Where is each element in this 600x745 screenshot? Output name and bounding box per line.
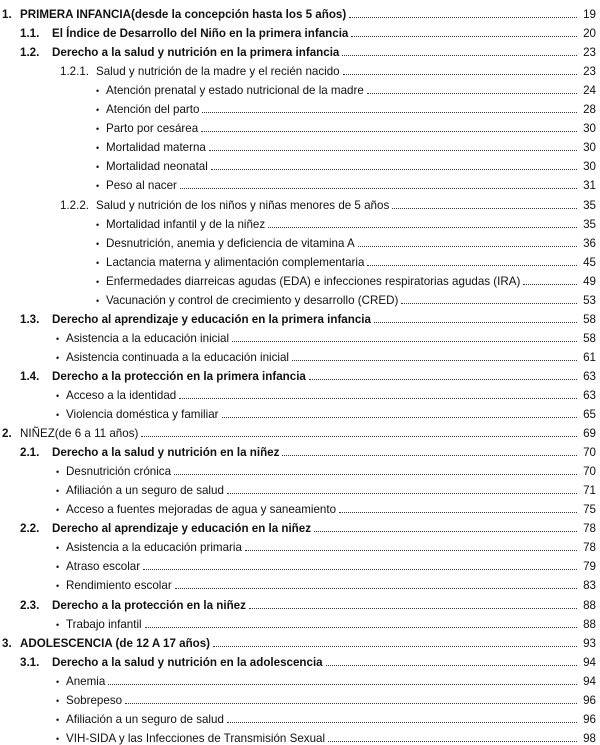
dot-leader — [211, 169, 577, 170]
toc-entry-page: 23 — [583, 46, 596, 60]
toc-entry — [0, 97, 596, 116]
toc-entry-title: Enfermedades diarreicas agudas (EDA) e infecciones respiratorias agudas (IRA) — [106, 274, 521, 288]
toc-entry — [0, 269, 596, 288]
toc-entry — [0, 40, 596, 59]
toc-entry-title: Asistencia a la educación inicial — [66, 331, 230, 345]
dot-leader — [202, 112, 577, 113]
toc-entry-title: Desnutrición crónica — [66, 465, 172, 479]
toc-entry-page: 94 — [583, 655, 596, 669]
dot-leader — [314, 531, 577, 532]
dot-leader — [358, 246, 577, 247]
toc-entry-page: 63 — [583, 369, 596, 383]
bullet-icon: • — [96, 124, 100, 135]
toc-entry-title: Trabajo infantil — [66, 617, 142, 631]
dot-leader — [143, 569, 577, 570]
toc-entry — [0, 231, 596, 250]
toc-entry — [0, 173, 596, 192]
toc-entry-page: 71 — [583, 484, 596, 498]
toc-entry-title: Mortalidad neonatal — [106, 160, 208, 174]
dot-leader — [374, 322, 577, 323]
toc-entry-title: Vacunación y control de crecimiento y desarrollo (CRED) — [106, 293, 399, 307]
dot-leader — [180, 188, 577, 189]
toc-entry-number: 1.3. — [20, 312, 40, 326]
dot-leader — [141, 436, 577, 437]
toc-entry-page: 30 — [583, 160, 596, 174]
toc-entry-title: Mortalidad infantil y de la niñez — [106, 217, 266, 231]
toc-entry-page: 83 — [583, 579, 596, 593]
dot-leader — [108, 684, 577, 685]
toc-entry-title: Violencia doméstica y familiar — [66, 408, 219, 422]
toc-entry-title: PRIMERA INFANCIA — [20, 8, 132, 22]
bullet-icon: • — [56, 676, 60, 687]
bullet-icon: • — [96, 105, 100, 116]
bullet-icon: • — [56, 486, 60, 497]
bullet-icon: • — [96, 181, 100, 192]
bullet-icon: • — [96, 162, 100, 173]
bullet-icon: • — [56, 543, 60, 554]
bullet-icon: • — [96, 257, 100, 268]
toc-entry-title: VIH-SIDA y las Infecciones de Transmisión Sexual — [66, 731, 326, 745]
toc-entry — [0, 459, 596, 478]
toc-entry — [0, 78, 596, 97]
toc-entry — [0, 383, 596, 402]
bullet-icon: • — [96, 295, 100, 306]
dot-leader — [342, 55, 577, 56]
dot-leader — [268, 227, 577, 228]
dot-leader — [145, 627, 577, 628]
toc-entry — [0, 154, 596, 173]
toc-entry-title: Desnutrición, anemia y deficiencia de vitamina A — [106, 236, 355, 250]
toc-entry-title: El Índice de Desarrollo del Niño en la primera infancia — [52, 27, 349, 41]
toc-entry-page: 63 — [583, 388, 596, 402]
toc-entry — [0, 326, 596, 345]
toc-entry-number: 1. — [2, 8, 12, 22]
toc-entry-page: 70 — [583, 465, 596, 479]
dot-leader — [245, 550, 577, 551]
toc-entry — [0, 478, 596, 497]
dot-leader — [367, 93, 577, 94]
toc-entry-title: Acceso a fuentes mejoradas de agua y saneamiento — [66, 503, 337, 517]
toc-entry — [0, 402, 596, 421]
dot-leader — [232, 341, 577, 342]
toc-entry-title: Rendimiento escolar — [66, 579, 172, 593]
toc-entry-title: Derecho a la salud y nutrición en la niñez — [52, 446, 280, 460]
toc-entry — [0, 669, 596, 688]
toc-entry-title: Lactancia materna y alimentación complementaria — [106, 255, 365, 269]
toc-entry-page: 78 — [583, 522, 596, 536]
toc-entry — [0, 726, 596, 745]
toc-entry-title: NIÑEZ — [20, 427, 55, 441]
dot-leader — [292, 360, 577, 361]
toc-entry-page: 24 — [583, 84, 596, 98]
bullet-icon: • — [56, 352, 60, 363]
table-of-contents — [0, 2, 596, 745]
toc-entry-page: 96 — [583, 693, 596, 707]
toc-entry-page: 31 — [583, 179, 596, 193]
toc-entry-page: 35 — [583, 198, 596, 212]
bullet-icon: • — [56, 410, 60, 421]
toc-entry-number: 2.1. — [20, 446, 40, 460]
toc-entry-title: Derecho a la protección en la primera infancia — [52, 369, 306, 383]
dot-leader — [401, 303, 577, 304]
toc-entry — [0, 707, 596, 726]
toc-entry-title: Derecho al aprendizaje y educación en la niñez — [52, 522, 312, 536]
toc-entry — [0, 288, 596, 307]
bullet-icon: • — [56, 714, 60, 725]
toc-entry-page: 65 — [583, 408, 596, 422]
dot-leader — [209, 150, 577, 151]
toc-entry-subtitle: (de 6 a 11 años) — [54, 427, 139, 441]
bullet-icon: • — [56, 390, 60, 401]
dot-leader — [249, 608, 577, 609]
toc-entry-title: Derecho a la salud y nutrición en la adolescencia — [52, 655, 323, 669]
toc-entry-title: Acceso a la identidad — [66, 388, 177, 402]
toc-entry — [0, 688, 596, 707]
dot-leader — [309, 379, 577, 380]
toc-entry-title: ADOLESCENCIA (de 12 A 17 años) — [20, 636, 211, 650]
dot-leader — [328, 741, 577, 742]
dot-leader — [367, 265, 577, 266]
toc-entry-title: Asistencia continuada a la educación inicial — [66, 350, 289, 364]
dot-leader — [282, 455, 577, 456]
toc-entry-page: 61 — [583, 350, 596, 364]
toc-entry — [0, 535, 596, 554]
toc-entry-page: 53 — [583, 293, 596, 307]
toc-entry-number: 1.2. — [20, 46, 40, 60]
toc-entry-page: 88 — [583, 598, 596, 612]
toc-entry-title: Derecho al aprendizaje y educación en la primera infancia — [52, 312, 371, 326]
toc-entry-title: Anemia — [66, 674, 106, 688]
dot-leader — [351, 36, 577, 37]
dot-leader — [326, 665, 577, 666]
toc-entry — [0, 59, 596, 78]
toc-entry-page: 36 — [583, 236, 596, 250]
toc-entry — [0, 440, 596, 459]
toc-entry-title: Sobrepeso — [66, 693, 123, 707]
toc-entry-page: 94 — [583, 674, 596, 688]
toc-entry-page: 78 — [583, 541, 596, 555]
dot-leader — [349, 17, 577, 18]
toc-entry-title: Atención del parto — [106, 103, 200, 117]
toc-entry-page: 20 — [583, 27, 596, 41]
toc-entry-title: Asistencia a la educación primaria — [66, 541, 242, 555]
toc-entry-page: 58 — [583, 331, 596, 345]
toc-entry-page: 96 — [583, 712, 596, 726]
toc-entry-page: 30 — [583, 141, 596, 155]
toc-entry — [0, 135, 596, 154]
dot-leader — [174, 474, 577, 475]
dot-leader — [343, 74, 577, 75]
dot-leader — [213, 646, 577, 647]
toc-entry-number: 2.2. — [20, 522, 40, 536]
toc-entry-number: 1.4. — [20, 369, 40, 383]
toc-entry-title: Afiliación a un seguro de salud — [66, 484, 224, 498]
toc-entry-number: 2. — [2, 427, 12, 441]
toc-entry — [0, 497, 596, 516]
toc-entry-title: Atraso escolar — [66, 560, 141, 574]
bullet-icon: • — [56, 581, 60, 592]
toc-entry-page: 75 — [583, 503, 596, 517]
toc-entry-title: Atención prenatal y estado nutricional de la madre — [106, 84, 364, 98]
toc-entry-title: Afiliación a un seguro de salud — [66, 712, 224, 726]
bullet-icon: • — [96, 219, 100, 230]
toc-entry-title: Parto por cesárea — [106, 122, 199, 136]
toc-entry-number: 3.1. — [20, 655, 40, 669]
toc-entry-page: 93 — [583, 636, 596, 650]
toc-entry-title: Salud y nutrición de la madre y el recién nacido — [96, 65, 340, 79]
toc-entry-number: 1.1. — [20, 27, 40, 41]
toc-entry-page: 35 — [583, 217, 596, 231]
toc-entry-page: 88 — [583, 617, 596, 631]
toc-entry-page: 70 — [583, 446, 596, 460]
dot-leader — [227, 493, 577, 494]
toc-entry-number: 3. — [2, 636, 12, 650]
dot-leader — [222, 417, 577, 418]
dot-leader — [339, 512, 577, 513]
bullet-icon: • — [56, 695, 60, 706]
toc-entry-number: 2.3. — [20, 598, 40, 612]
dot-leader — [227, 722, 577, 723]
bullet-icon: • — [96, 86, 100, 97]
toc-entry — [0, 250, 596, 269]
toc-entry — [0, 592, 596, 611]
toc-entry — [0, 516, 596, 535]
toc-entry-title: Derecho a la salud y nutrición en la primera infancia — [52, 46, 340, 60]
toc-entry — [0, 631, 596, 650]
toc-entry-number: 1.2.1. — [60, 65, 90, 79]
toc-entry-title: Peso al nacer — [106, 179, 177, 193]
toc-entry — [0, 554, 596, 573]
bullet-icon: • — [56, 733, 60, 744]
bullet-icon: • — [96, 276, 100, 287]
toc-entry — [0, 192, 596, 211]
toc-entry-page: 69 — [583, 427, 596, 441]
toc-entry-page: 45 — [583, 255, 596, 269]
toc-entry — [0, 21, 596, 40]
dot-leader — [201, 131, 577, 132]
dot-leader — [179, 398, 577, 399]
toc-entry — [0, 612, 596, 631]
toc-entry-title: Salud y nutrición de los niños y niñas menores de 5 años — [96, 198, 390, 212]
bullet-icon: • — [96, 238, 100, 249]
toc-entry — [0, 345, 596, 364]
toc-entry — [0, 650, 596, 669]
toc-entry-page: 28 — [583, 103, 596, 117]
toc-entry-page: 79 — [583, 560, 596, 574]
bullet-icon: • — [56, 619, 60, 630]
toc-entry-page: 19 — [583, 8, 596, 22]
toc-entry-page: 30 — [583, 122, 596, 136]
toc-entry-title: Mortalidad materna — [106, 141, 206, 155]
bullet-icon: • — [56, 562, 60, 573]
toc-entry-number: 1.2.2. — [60, 198, 90, 212]
toc-entry — [0, 2, 596, 21]
bullet-icon: • — [56, 505, 60, 516]
toc-entry — [0, 212, 596, 231]
toc-entry-page: 58 — [583, 312, 596, 326]
toc-entry-title: Derecho a la protección en la niñez — [52, 598, 246, 612]
toc-entry — [0, 307, 596, 326]
dot-leader — [523, 284, 577, 285]
toc-entry — [0, 573, 596, 592]
bullet-icon: • — [96, 143, 100, 154]
bullet-icon: • — [56, 333, 60, 344]
dot-leader — [392, 208, 577, 209]
toc-entry — [0, 364, 596, 383]
toc-entry — [0, 421, 596, 440]
toc-entry-page: 49 — [583, 274, 596, 288]
toc-entry-page: 23 — [583, 65, 596, 79]
toc-entry-page: 98 — [583, 731, 596, 745]
toc-entry — [0, 116, 596, 135]
toc-entry-subtitle: (desde la concepción hasta los 5 años) — [131, 8, 347, 22]
bullet-icon: • — [56, 467, 60, 478]
dot-leader — [175, 588, 577, 589]
